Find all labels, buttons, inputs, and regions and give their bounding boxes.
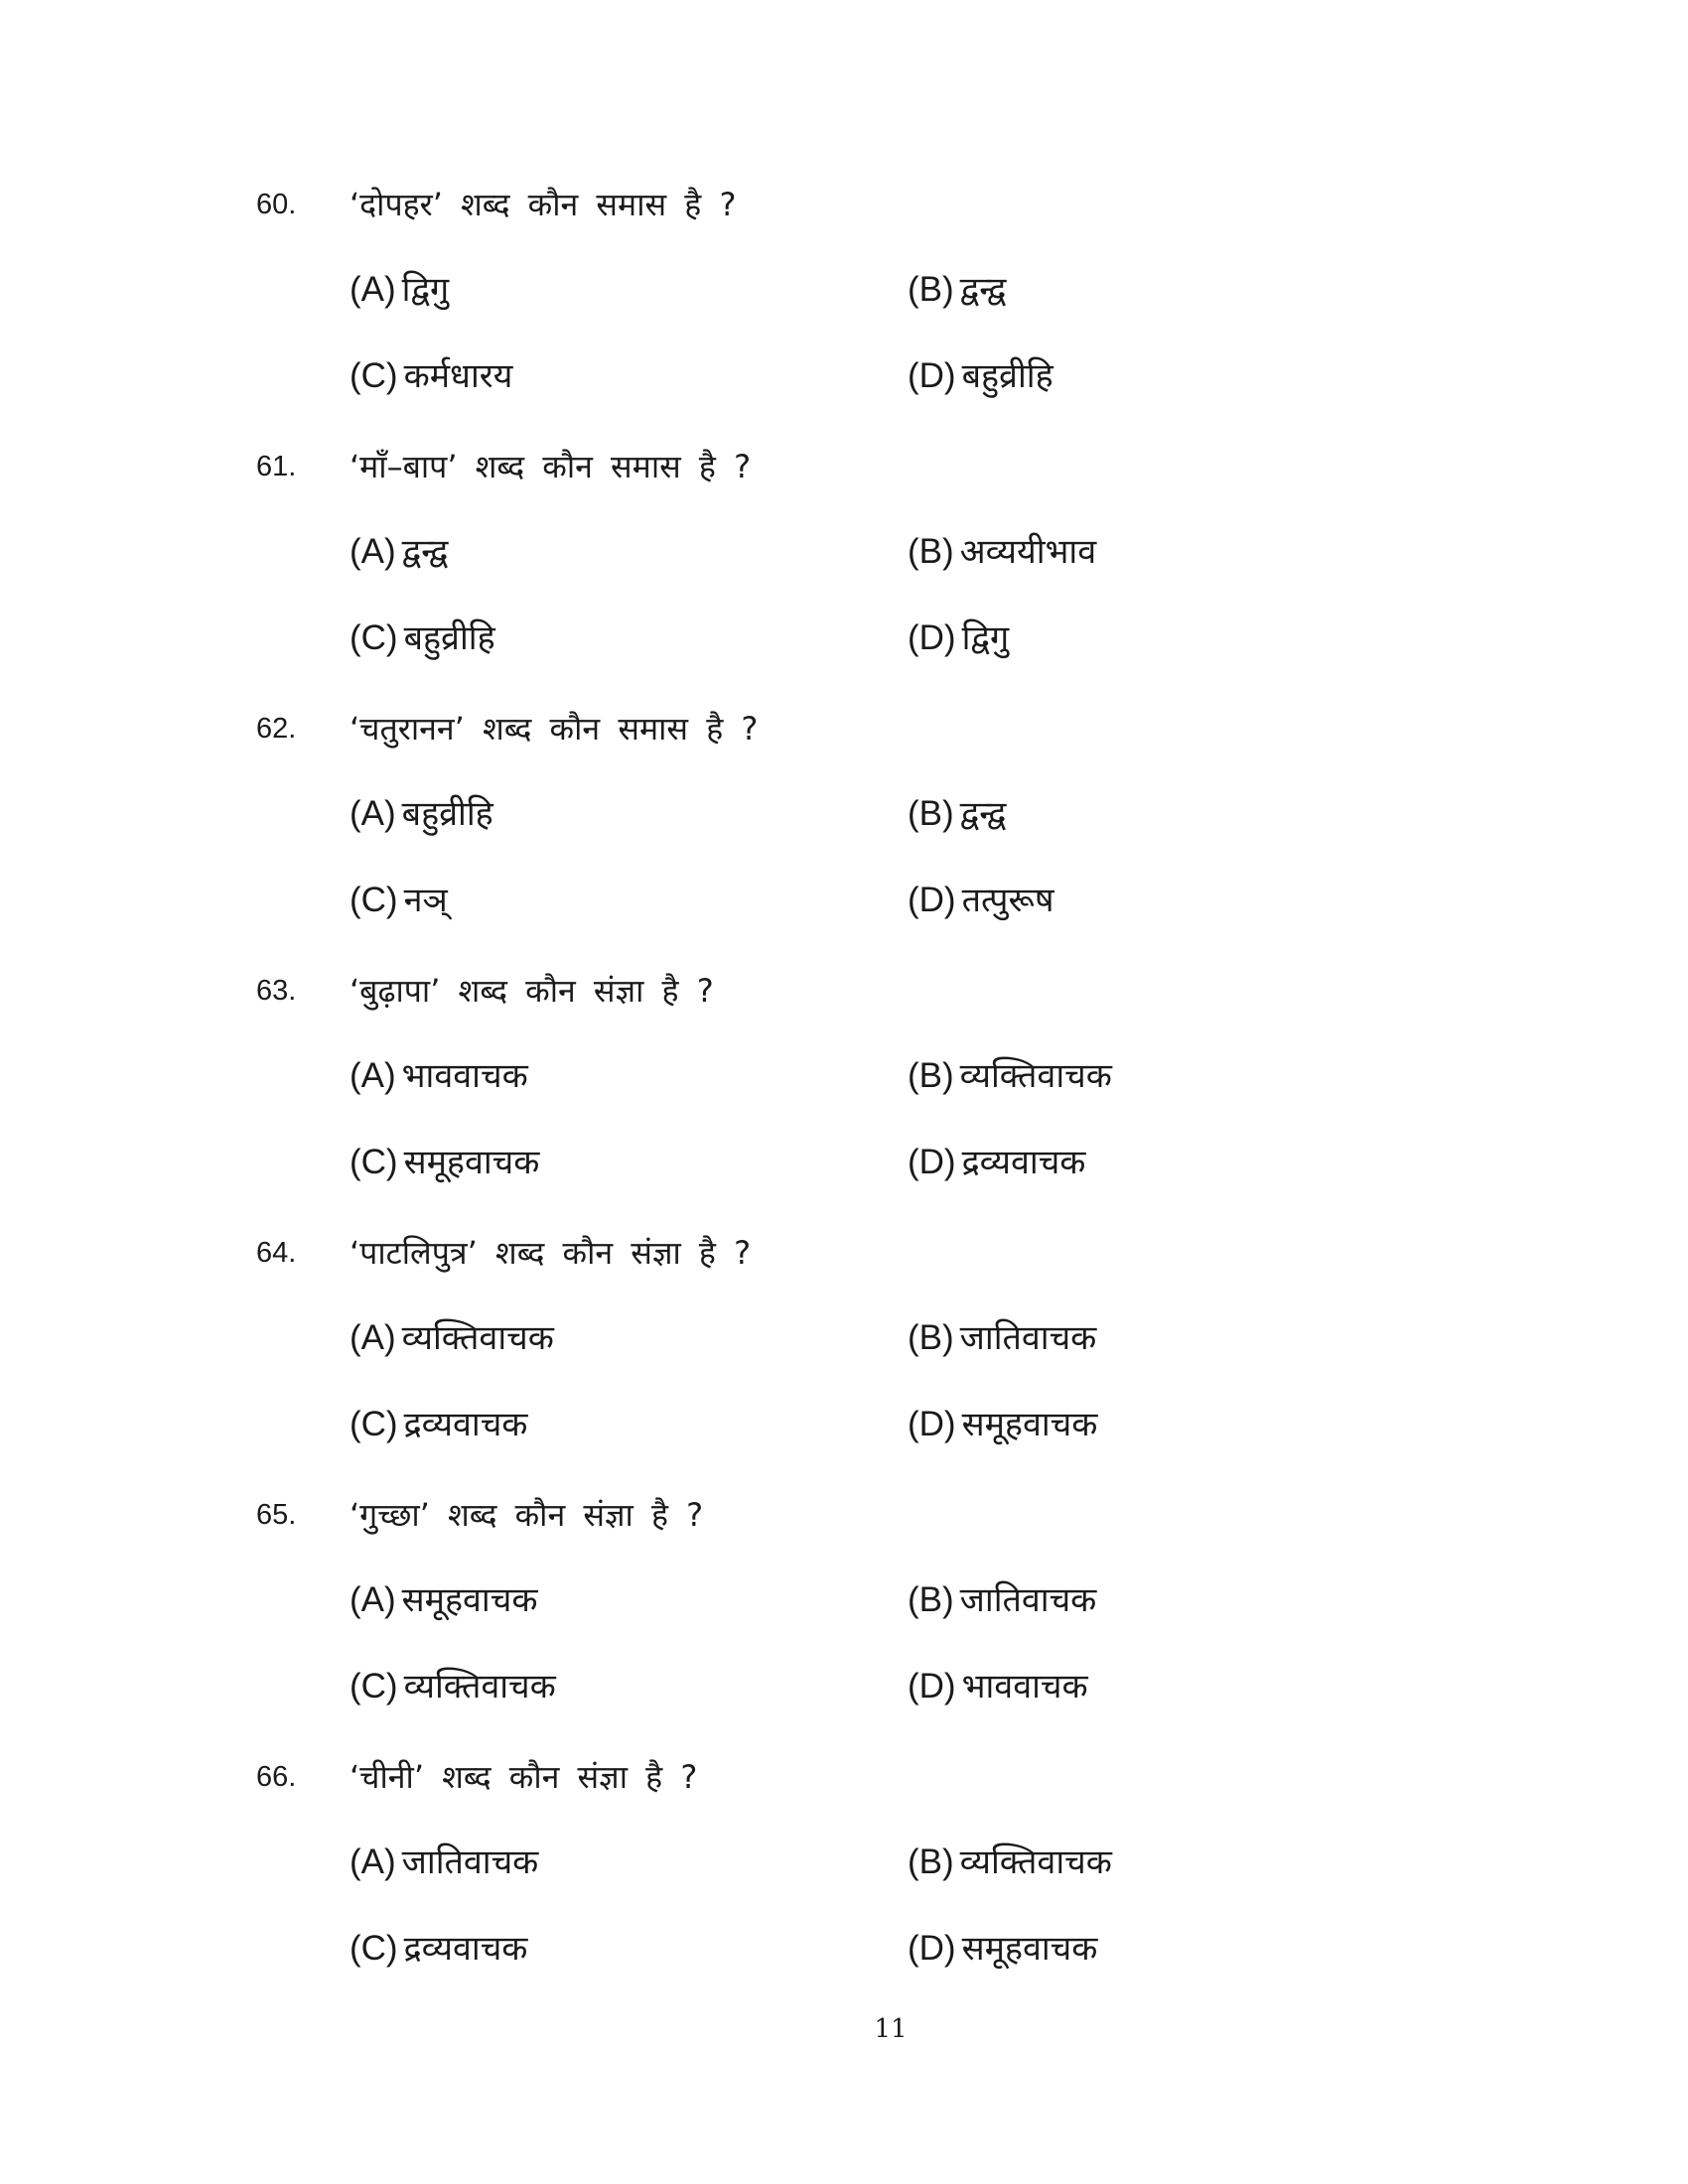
option-label: (D) <box>908 1405 956 1443</box>
option-label: (B) <box>908 1056 954 1095</box>
option-label: (B) <box>908 1580 954 1619</box>
option-b <box>908 528 1096 576</box>
option-text: भाववाचक <box>401 1056 528 1096</box>
option-label: (D) <box>908 1667 956 1706</box>
option-text: बहुव्रीहि <box>403 618 495 658</box>
option-a <box>350 266 449 314</box>
option-text: समूहवाचक <box>403 1143 540 1182</box>
option-label: (C) <box>350 356 398 395</box>
option-a <box>350 1839 538 1886</box>
question-63 <box>0 969 1688 1231</box>
option-text: अव्ययीभाव <box>959 532 1097 572</box>
question-number: 65. <box>256 1499 297 1531</box>
option-c <box>350 1925 527 1973</box>
question-text: ‘पाटलिपुत्र’ शब्द कौन संज्ञा है ? <box>350 1234 752 1272</box>
option-a <box>350 1052 528 1100</box>
option-label: (D) <box>908 1143 956 1181</box>
option-c <box>350 352 512 400</box>
option-label: (C) <box>350 618 398 657</box>
option-text: कर्मधारय <box>403 356 513 396</box>
option-label: (B) <box>908 1318 954 1357</box>
option-text: द्विगु <box>401 270 450 310</box>
option-c <box>350 1139 539 1186</box>
option-text: भाववाचक <box>961 1667 1088 1706</box>
option-a <box>350 1314 554 1362</box>
option-text: समूहवाचक <box>401 1580 538 1620</box>
option-b <box>908 266 1006 314</box>
option-text: जातिवाचक <box>401 1843 539 1882</box>
option-label: (D) <box>908 1929 956 1968</box>
option-label: (A) <box>350 1843 396 1881</box>
option-label: (D) <box>908 881 956 919</box>
option-b <box>908 1052 1112 1100</box>
question-number: 66. <box>256 1761 297 1793</box>
question-text: ‘दोपहर’ शब्द कौन समास है ? <box>350 186 737 223</box>
option-d <box>908 1139 1085 1186</box>
option-d <box>908 1401 1097 1448</box>
option-d <box>908 877 1055 924</box>
option-text: द्वन्द्व <box>401 532 449 572</box>
option-d <box>908 1925 1097 1973</box>
option-label: (C) <box>350 1929 398 1968</box>
option-d <box>908 614 1009 662</box>
option-text: व्यक्तिवाचक <box>401 1318 554 1358</box>
question-number: 63. <box>256 975 297 1007</box>
option-label: (D) <box>908 356 956 395</box>
option-text: जातिवाचक <box>959 1580 1097 1620</box>
option-label: (B) <box>908 532 954 571</box>
option-c <box>350 1663 556 1710</box>
option-text: द्वन्द्व <box>959 794 1007 834</box>
option-d <box>908 1663 1088 1710</box>
question-number: 64. <box>256 1237 297 1269</box>
question-text: ‘गुच्छा’ शब्द कौन संज्ञा है ? <box>350 1496 704 1534</box>
question-text: ‘माँ–बाप’ शब्द कौन समास है ? <box>350 448 752 485</box>
option-a <box>350 1576 537 1624</box>
option-text: व्यक्तिवाचक <box>959 1056 1112 1096</box>
option-text: द्विगु <box>961 618 1010 658</box>
question-number: 61. <box>256 451 297 482</box>
option-text: समूहवाचक <box>961 1929 1098 1969</box>
question-text: ‘चतुरानन’ शब्द कौन समास है ? <box>350 710 759 748</box>
page-number: 11 <box>874 2014 908 2044</box>
option-b <box>908 1576 1096 1624</box>
question-66 <box>0 1755 1688 2017</box>
option-a <box>350 528 448 576</box>
option-label: (D) <box>908 618 956 657</box>
option-label: (B) <box>908 1843 954 1881</box>
option-text: बहुव्रीहि <box>401 794 493 834</box>
option-a <box>350 790 493 838</box>
option-text: द्वन्द्व <box>959 270 1007 310</box>
option-label: (A) <box>350 532 396 571</box>
option-label: (B) <box>908 270 954 309</box>
option-label: (C) <box>350 1143 398 1181</box>
question-text: ‘बुढ़ापा’ शब्द कौन संज्ञा है ? <box>350 972 714 1010</box>
option-text: द्रव्यवाचक <box>403 1405 528 1444</box>
option-d <box>908 352 1054 400</box>
option-label: (A) <box>350 794 396 833</box>
option-label: (C) <box>350 1405 398 1443</box>
option-c <box>350 614 495 662</box>
option-text: द्रव्यवाचक <box>403 1929 528 1969</box>
option-label: (A) <box>350 1580 396 1619</box>
option-label: (C) <box>350 881 398 919</box>
option-b <box>908 1314 1096 1362</box>
option-text: नञ् <box>403 881 448 920</box>
option-text: समूहवाचक <box>961 1405 1098 1444</box>
option-label: (B) <box>908 794 954 833</box>
option-label: (A) <box>350 1056 396 1095</box>
question-62 <box>0 707 1688 969</box>
option-b <box>908 1839 1112 1886</box>
option-text: द्रव्यवाचक <box>961 1143 1086 1182</box>
option-b <box>908 790 1006 838</box>
option-label: (C) <box>350 1667 398 1706</box>
option-c <box>350 1401 527 1448</box>
question-number: 62. <box>256 713 297 745</box>
option-text: बहुव्रीहि <box>961 356 1054 396</box>
option-text: व्यक्तिवाचक <box>403 1667 556 1706</box>
option-text: तत्पुरूष <box>961 881 1055 920</box>
option-text: व्यक्तिवाचक <box>959 1843 1112 1882</box>
question-number: 60. <box>256 189 297 220</box>
question-text: ‘चीनी’ शब्द कौन संज्ञा है ? <box>350 1758 698 1796</box>
question-64 <box>0 1231 1688 1493</box>
option-text: जातिवाचक <box>959 1318 1097 1358</box>
option-label: (A) <box>350 270 396 309</box>
option-label: (A) <box>350 1318 396 1357</box>
question-61 <box>0 445 1688 707</box>
question-60 <box>0 183 1688 445</box>
question-65 <box>0 1493 1688 1755</box>
option-c <box>350 877 448 924</box>
